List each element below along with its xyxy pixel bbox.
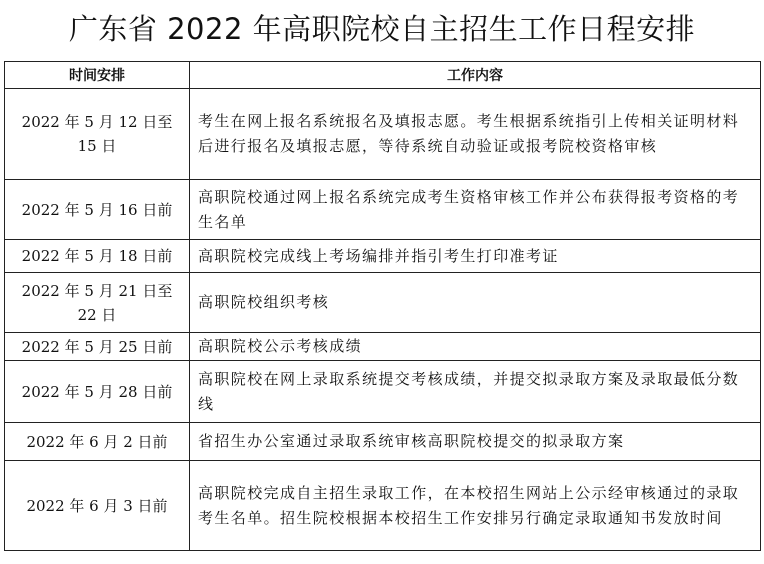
table-row bbox=[5, 361, 761, 423]
header-content: 工作内容 bbox=[190, 62, 761, 89]
table-row bbox=[5, 423, 761, 461]
table-header-row bbox=[5, 62, 761, 89]
row-time: 2022 年 6 月 2 日前 bbox=[5, 423, 190, 461]
row-content: 考生在网上报名系统报名及填报志愿。考生根据系统指引上传相关证明材料后进行报名及填报志愿，等待系统自动验证或报考院校资格审核 bbox=[190, 89, 761, 180]
row-content: 高职院校组织考核 bbox=[190, 273, 761, 333]
row-content: 高职院校通过网上报名系统完成考生资格审核工作并公布获得报考资格的考生名单 bbox=[190, 180, 761, 240]
row-time: 2022 年 5 月 16 日前 bbox=[5, 180, 190, 240]
table-row bbox=[5, 240, 761, 273]
row-content: 高职院校完成线上考场编排并指引考生打印准考证 bbox=[190, 240, 761, 273]
table-row bbox=[5, 89, 761, 180]
row-content: 省招生办公室通过录取系统审核高职院校提交的拟录取方案 bbox=[190, 423, 761, 461]
table-row bbox=[5, 180, 761, 240]
table-row bbox=[5, 333, 761, 361]
row-time: 2022 年 6 月 3 日前 bbox=[5, 461, 190, 551]
row-time: 2022 年 5 月 21 日至 22 日 bbox=[5, 273, 190, 333]
table-row bbox=[5, 461, 761, 551]
row-time: 2022 年 5 月 25 日前 bbox=[5, 333, 190, 361]
row-time: 2022 年 5 月 12 日至 15 日 bbox=[5, 89, 190, 180]
schedule-table bbox=[4, 61, 761, 551]
row-content: 高职院校完成自主招生录取工作，在本校招生网站上公示经审核通过的录取考生名单。招生院校根据本校招生工作安排另行确定录取通知书发放时间 bbox=[190, 461, 761, 551]
row-content: 高职院校公示考核成绩 bbox=[190, 333, 761, 361]
row-content: 高职院校在网上录取系统提交考核成绩，并提交拟录取方案及录取最低分数线 bbox=[190, 361, 761, 423]
table-row bbox=[5, 273, 761, 333]
row-time: 2022 年 5 月 28 日前 bbox=[5, 361, 190, 423]
header-time: 时间安排 bbox=[5, 62, 190, 89]
row-time: 2022 年 5 月 18 日前 bbox=[5, 240, 190, 273]
page-title: 广东省 2022 年高职院校自主招生工作日程安排 bbox=[68, 12, 696, 46]
